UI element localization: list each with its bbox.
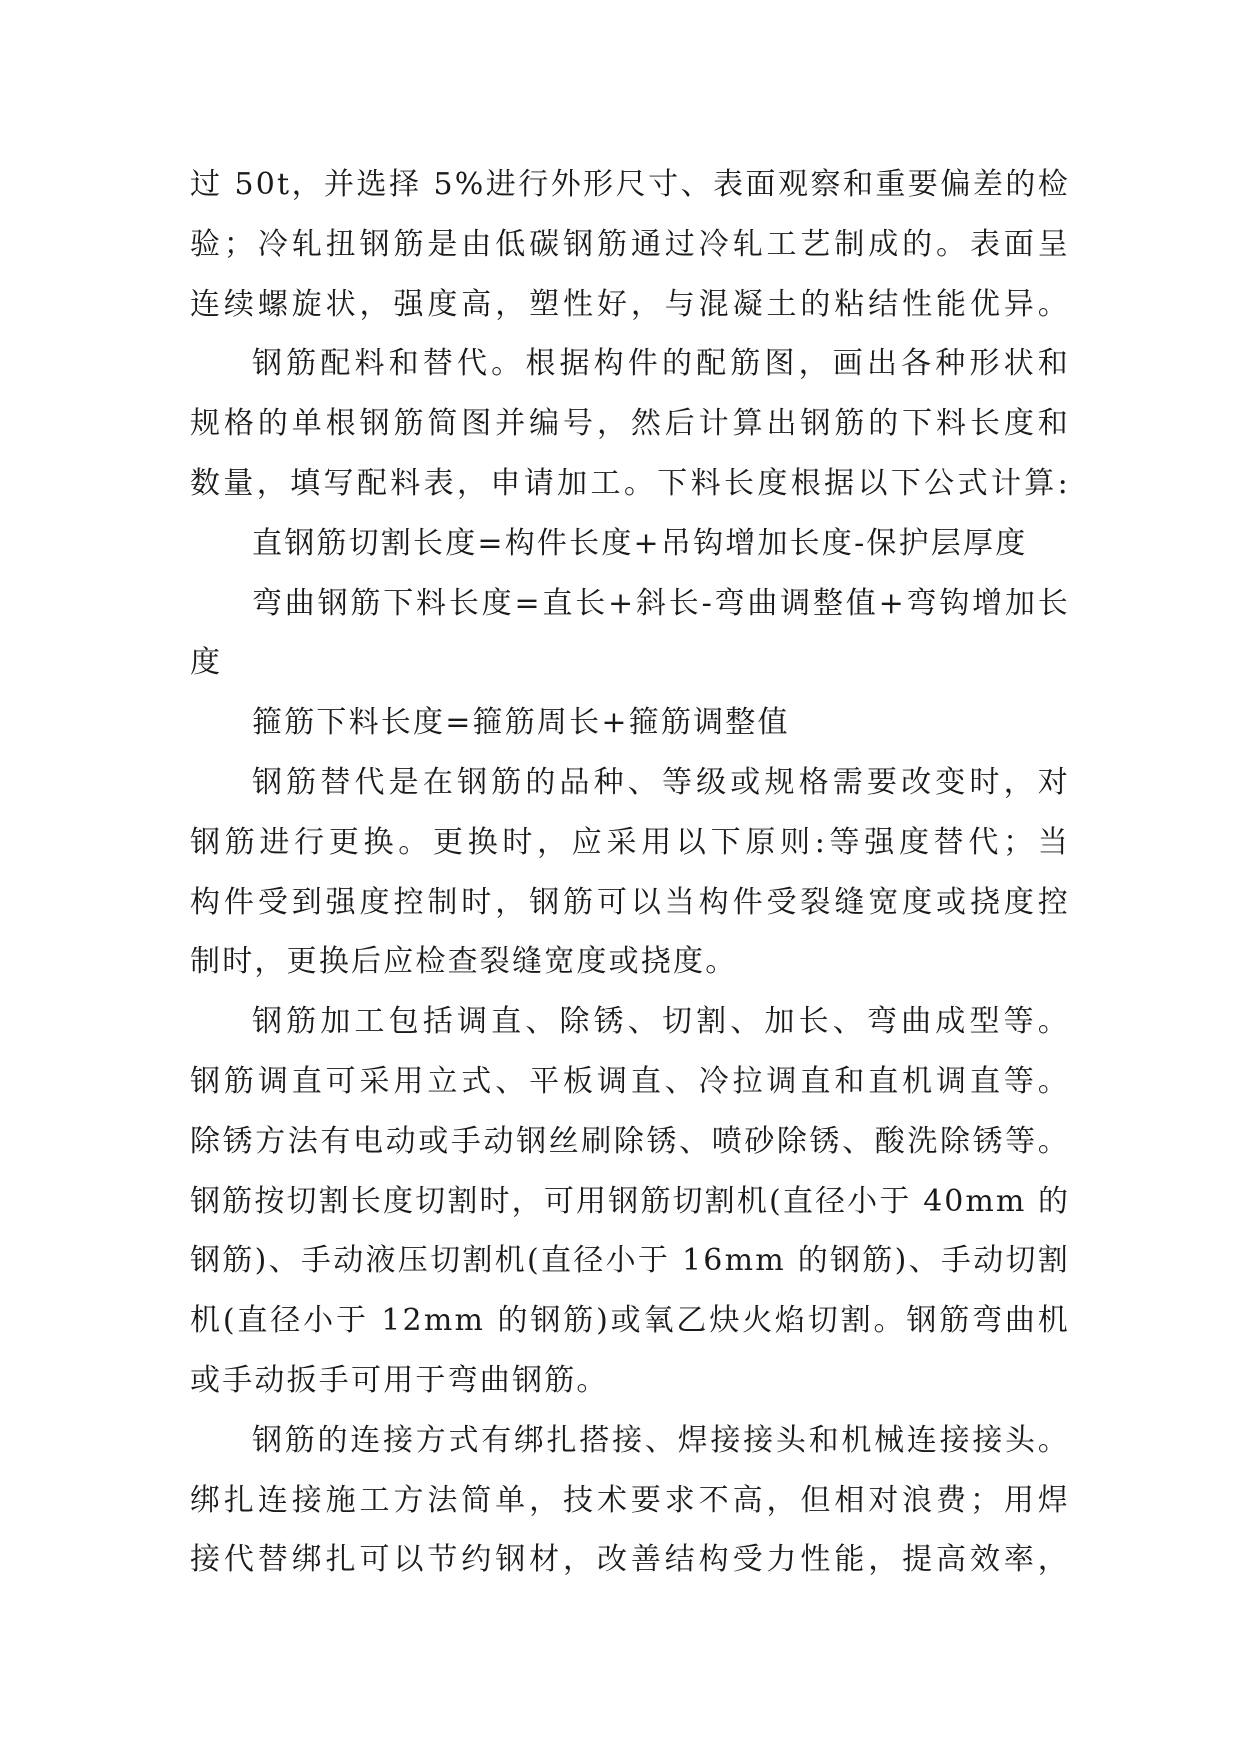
text-line: 钢筋按切割长度切割时，可用钢筋切割机(直径小于 40mm 的 — [190, 1183, 1070, 1219]
text-line: 制时，更换后应检查裂缝宽度或挠度。 — [190, 944, 738, 980]
text-line: 除锈方法有电动或手动钢丝刷除锈、喷砂除锈、酸洗除锈等。 — [190, 1123, 1070, 1159]
text-line: 规格的单根钢筋简图并编号，然后计算出钢筋的下料长度和 — [190, 406, 1070, 442]
text-line: 钢筋调直可采用立式、平板调直、冷拉调直和直机调直等。 — [190, 1063, 1070, 1099]
text-line: 绑扎连接施工方法简单，技术要求不高，但相对浪费；用焊 — [190, 1482, 1070, 1518]
text-line: 钢筋替代是在钢筋的品种、等级或规格需要改变时，对 — [252, 764, 1070, 800]
text-line: 构件受到强度控制时，钢筋可以当构件受裂缝宽度或挠度控 — [190, 884, 1070, 920]
text-line: 连续螺旋状，强度高，塑性好，与混凝土的粘结性能优异。 — [190, 286, 1070, 322]
text-line: 钢筋的连接方式有绑扎搭接、焊接接头和机械连接接头。 — [252, 1422, 1070, 1458]
text-line: 钢筋)、手动液压切割机(直径小于 16mm 的钢筋)、手动切割 — [190, 1243, 1070, 1279]
text-line: 箍筋下料长度=箍筋周长+箍筋调整值 — [252, 705, 790, 741]
text-line: 钢筋配料和替代。根据构件的配筋图，画出各种形状和 — [252, 346, 1070, 382]
text-line: 机(直径小于 12mm 的钢筋)或氧乙炔火焰切割。钢筋弯曲机 — [190, 1303, 1070, 1339]
text-line: 验；冷轧扭钢筋是由低碳钢筋通过冷轧工艺制成的。表面呈 — [190, 226, 1070, 262]
text-line: 弯曲钢筋下料长度=直长+斜长-弯曲调整值+弯钩增加长 — [252, 585, 1070, 621]
text-line: 数量，填写配料表，申请加工。下料长度根据以下公式计算: — [190, 465, 1070, 501]
text-line: 接代替绑扎可以节约钢材，改善结构受力性能，提高效率， — [190, 1542, 1070, 1578]
text-line: 过 50t，并选择 5%进行外形尺寸、表面观察和重要偏差的检 — [190, 167, 1070, 202]
text-line: 钢筋加工包括调直、除锈、切割、加长、弯曲成型等。 — [252, 1004, 1070, 1040]
text-line: 直钢筋切割长度=构件长度+吊钩增加长度-保护层厚度 — [252, 525, 1028, 561]
text-line: 或手动扳手可用于弯曲钢筋。 — [190, 1362, 609, 1398]
document-body — [190, 155, 1070, 1590]
text-line: 度 — [190, 645, 223, 681]
text-line: 钢筋进行更换。更换时，应采用以下原则:等强度替代；当 — [190, 824, 1070, 860]
